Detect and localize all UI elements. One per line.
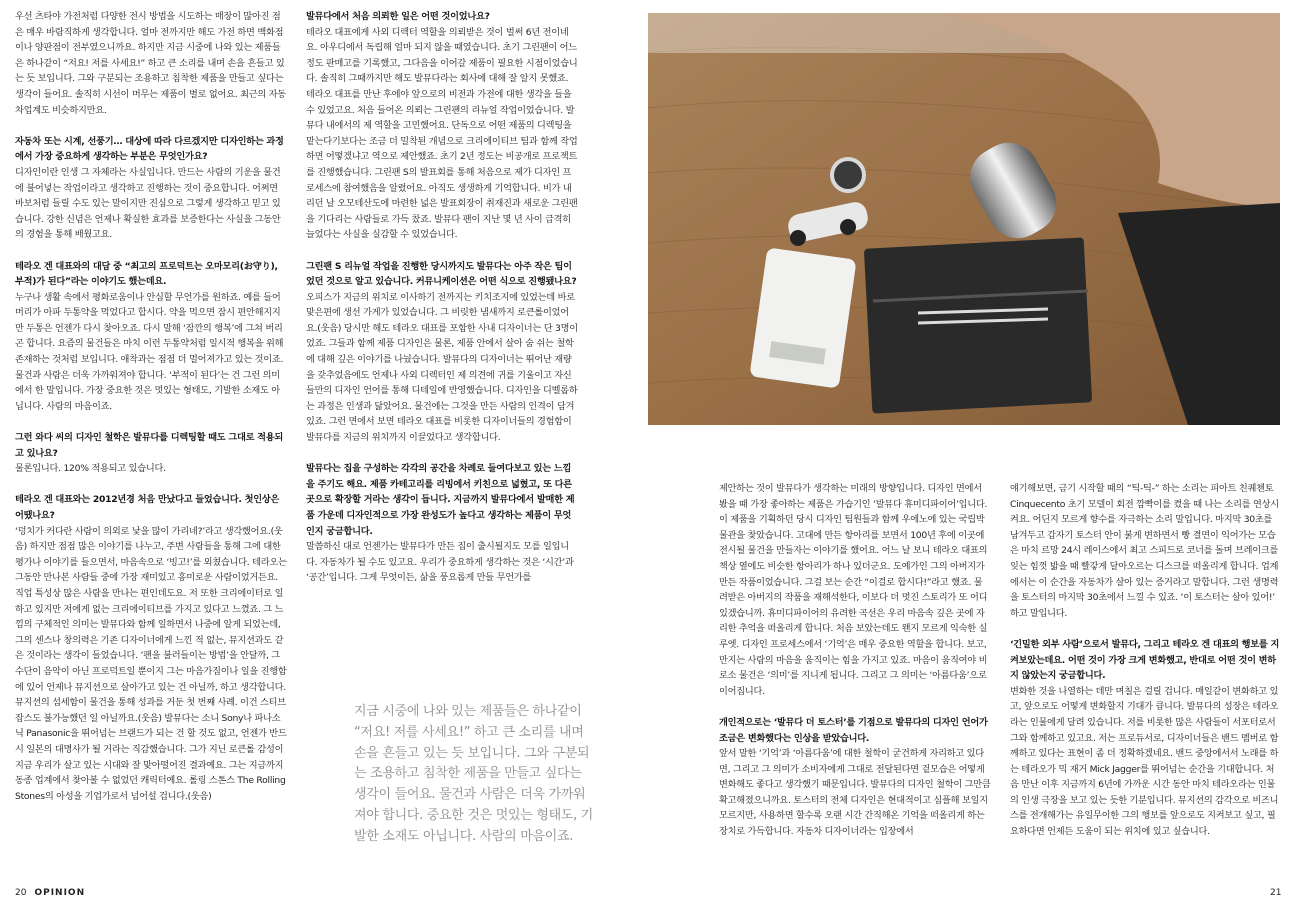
question-text: 그런 와다 씨의 디자인 철학은 발뮤다를 디렉팅할 때도 그대로 적용되고 있나요? <box>15 432 284 459</box>
question-text: 자동차 또는 시계, 선풍기… 대상에 따라 다르겠지만 디자인하는 과정에서 가장 중요하게 생각하는 부분은 무엇인가요? <box>15 135 284 163</box>
page-number-left: 20 <box>15 888 27 898</box>
qa-block <box>719 481 991 699</box>
folio-right <box>1270 888 1281 898</box>
qa-block <box>15 134 287 243</box>
answer-text: 변화한 것을 나열하는 데만 며칠은 걸릴 겁니다. 매일같이 변화하고 있고, 앞으로도 어떻게 변화할지 기대가 큽니다. 발뮤다의 성장은 테라오라는 인물에게 달려 있습니다. 저를 비롯한 많은 사람들이 서포터로서 그와 함께하고 있고요. 저는 프로듀서로, 디자이너들은 밴드 멤버로 함께하고 있다는 표현이 좀 더 정확하겠네요. 밴드 중앙에서서 노래를 하는 테라오가 믹 재거 Mick Jagger를 뛰어넘는 순간을 기대합니다. 처음 만난 이후 지금까지 6년에 가까운 시간 동안 마치 테라오라는 인물의 인생 극장을 보고 있는 듯한 기분입니다. 뮤지션의 감각으로 비즈니스를 전개해가는 유일무이한 그의 행보를 앞으로도 지켜보고 싶고, 필요하다면 언제든 도움이 되는 위치에 있고 싶습니다. <box>1010 685 1279 838</box>
text-column-3 <box>719 481 991 855</box>
pull-quote: 지금 시중에 나와 있는 제품들은 하나같이 “저요! 저를 사세요!” 하고 큰 소리를 내며 손을 흔들고 있는 듯 보입니다. 그와 구분되는 조용하고 침착한 제품을 만들고 싶다는 생각이 들어요. 물건과 사람은 더욱 가까워져야 합니다. 중요한 것은 멋있는 형태도, 기발한 소재도 아닙니다. 사람의 마음이죠. <box>354 704 594 844</box>
question-text: ‘긴밀한 외부 사람’으로서 발뮤다, 그리고 테라오 겐 대표의 행보를 지켜보았는데요. 어떤 것이 가장 크게 변화했고, 반대로 어떤 것이 변하지 않았는지 궁금합니다. <box>1010 638 1280 682</box>
answer-text: 물론입니다. 120% 적용되고 있습니다. <box>15 463 166 475</box>
question-text: 테라오 겐 대표와의 대담 중 “최고의 프로덕트는 오마모리(お守り), 부적)가 된다”라는 이야기도 했는데요. <box>15 260 278 288</box>
answer-text: 오피스가 지금의 위치로 이사하기 전까지는 키치조지에 있었는데 바로 맞은편에 생선 가게가 있었습니다. 그 비릿한 냄새까지 로큰롤이었어요.(웃음) 당시만 해도 테라오 대표를 포함한 사내 디자이너는 단 3명이었죠. 그들과 함께 제품 디자인은 물론, 제품 안에서 살아 숨 쉬는 철학에 대해 깊은 이야기를 나눴습니다. 발뮤다의 디자이너는 뛰어난 재량을 갖추었음에도 언제나 사외 디렉터인 제 의견에 귀를 기울이고 자신들만의 디자인 언어를 통해 디테일에 반영했습니다. 디자인을 디벨롭하는 과정은 인생과 닮았어요. 물건에는 그것을 만든 사람의 인격이 담겨 있죠. 그런 면에서 보면 테라오 대표를 비롯한 디자이너들의 경험함이 발뮤다를 지금의 위치까지 이끌었다고 생각합니다. <box>306 291 578 444</box>
answer-text: 얘기해보면, 금기 시작할 때의 “틱-틱-” 하는 소리는 피아트 친퀘첸토 Cinquecento 초기 모델이 회전 깜빡이를 켰을 때 나는 소리를 연상시켜요. 어딘지 모르게 향수를 자극하는 소리 말입니다. 마지막 30초를 남겨두고 갑자기 토스터 안이 붉게 변하면서 빵 결면이 익어가는 모습은 마치 르망 24시 레이스에서 최고 스피드로 코너를 돌며 브레이크를 잊는 힘껏 밟을 때 빨갛게 달아오르는 디스크를 떠올리게 합니다. 업계에서는 이 순간을 자동차가 살아 있는 증거라고 말합니다. 그런 생명력을 토스터의 마지막 30초에서 느낄 수 있죠. ‘이 토스터는 살아 있어!’ 하고 말입니다. <box>1010 483 1279 619</box>
answer-text: 말씀하신 대로 언젠가는 발뮤다가 만든 집이 출시될지도 모를 일입니다. 자동차가 될 수도 있고요. 우리가 중요하게 생각하는 것은 ‘시간’과 ‘공간’입니다. 그게 무엇이든, 삶을 풍요롭게 만들 무언가를 <box>306 541 574 584</box>
qa-block <box>1010 481 1282 621</box>
question-text: 개인적으로는 ‘발뮤다 더 토스터’를 기점으로 발뮤다의 디자인 언어가 조금은 변화했다는 인상을 받았습니다. <box>719 716 988 744</box>
answer-text: 테라오 대표에게 사외 디렉터 역할을 의뢰받은 것이 벌써 6년 전이네요. 아우디에서 독립해 얼마 되지 않을 때였습니다. 초기 그린팬이 어느 정도 판매고를 기록했고, 그다음을 이어갈 제품이 필요한 시점이었습니다. 솔직히 그때까지만 해도 발뮤다라는 회사에 대해 잘 알지 못했죠. 테라오 대표를 만난 후에야 앞으로의 비전과 가전에 대한 생각을 들을 수 있었고요. 처음 들어온 의뢰는 그린팬의 리뉴얼 작업이었습니다. 발뮤다 내에서의 제 역할을 고민했어요. 단독으로 어떤 제품의 디렉팅을 맡는다기보다는 조금 더 밀착된 개념으로 크리에이티브 팀과 함께 작업하면 어떻겠냐고 역으로 제안했죠. 초기 2년 정도는 비공개로 프로젝트를 진행했습니다. 그린팬 S의 발표회를 통해 처음으로 제가 디자인 프로세스에 참여했음을 알렸어요. 아직도 생생하게 기억합니다. 비가 내리던 날 오모테산도에 마련한 넓은 발표회장이 취재진과 새로운 그린팬을 기다리는 사람들로 가득 찼죠. 발뮤다 팬이 지난 몇 년 사이 급격히 늘었다는 사실을 실감할 수 있었습니다. <box>306 26 578 241</box>
qa-block <box>306 259 578 446</box>
qa-block <box>719 715 991 840</box>
section-label: OPINION <box>34 888 86 898</box>
qa-block <box>15 9 287 118</box>
text-column-2 <box>306 9 578 602</box>
qa-block <box>15 259 287 415</box>
qa-block <box>306 9 578 243</box>
question-text: 발뮤다는 집을 구성하는 각각의 공간을 차례로 들여다보고 있는 느낌을 주기도 해요. 제품 카테고리를 리빙에서 키친으로 넓혔고, 또 다른 곳으로 확장할 거라는 생각이 듭니다. 지금까지 발뮤다에서 발매한 제품 가운데 디자인적으로 가장 완성도가 높다고 생각하는 제품이 무엇인지 궁금합니다. <box>306 463 575 537</box>
text-column-4 <box>1010 481 1282 855</box>
answer-text: ‘덩치가 커다란 사람이 의외로 낯을 많이 가리네?’라고 생각했어요.(웃음) 하지만 점점 많은 이야기를 나누고, 주변 사람들을 통해 그에 대한 평가나 이야기를 들으면서, 마음속으로 ‘빙고!’를 외쳤습니다. 테라오는 그동안 만나본 사람들 중에 가장 재미있고 흥미로운 사람이었거든요. 직업 특성상 많은 사람을 만나는 편인데도요. 저 또한 크리에이터로 일하고 있지만 저에게 없는 크리에이티브를 가지고 있다고 느꼈죠. 그 느낌의 구체적인 의미는 발뮤다와 함께 일하면서 나중에 알게 되었는데, 그의 센스나 창의력은 기존 디자이너에게 느낀 적 없는, 뮤지션과도 같은 것이라는 생각이 들었습니다. ‘팬을 불러들이는 방법’을 안달까, 그 수단이 음악이 아닌 프로덕트일 뿐이지 그는 마음가짐이나 일을 진행함에 있어 언제나 뮤지션으로 살아가고 있는 건 아닐까, 하고 생각합니다. 뮤지션의 섬세함이 물건을 통해 성과를 거둔 첫 번째 사례. 이건 스티브 잡스도 불가능했던 일 아닐까요.(웃음) 발뮤다는 소니 Sony나 파나소닉 Panasonic을 뛰어넘는 브랜드가 되는 건 할 것도 없고, 언젠가 반드시 일본의 대명사가 될 거라는 직감했습니다. 그가 지닌 로큰롤 감성이 지금 우리가 살고 있는 시대와 잘 맞아떨어진 결과예요. 그는 지금까지 동종 업계에서 찾아볼 수 없었던 캐릭터예요. 롤링 스톤스 The Rolling Stones의 아성을 기업가로서 넘어설 겁니다.(웃음) <box>15 525 287 802</box>
answer-text: 앞서 말한 ‘기억’과 ‘아름다움’에 대한 철학이 굳건하게 자리하고 있다면, 그리고 그 의미가 소비자에게 그대로 전달된다면 겉모습은 어떻게 변화해도 좋다고 생각했기 때문입니다. 발뮤다의 디자인 철학이 그만큼 확고해졌으니까요. 토스터의 전체 디자인은 현대적이고 심플해 보일지 모르지만, 사용하면 할수록 오랜 시간 간직해온 기억을 떠올리게 하는 장치로 가득합니다. 자동차 디자이너라는 입장에서 <box>719 748 991 838</box>
answer-text: 디자인이란 인생 그 자체라는 사실입니다. 만드는 사람의 기운을 물건에 불어넣는 작업이라고 생각하고 진행하는 것이 중요합니다. 어쩌면 바보처럼 들릴 수도 있는 말이지만 진심으로 그렇게 생각하고 믿고 있습니다. 강한 신념은 언제나 확실한 효과를 보증한다는 사실을 그동안의 경험을 통해 배웠고요. <box>15 166 281 241</box>
question-text: 그린팬 S 리뉴얼 작업을 진행한 당시까지도 발뮤다는 아주 작은 팀이었던 것으로 알고 있습니다. 커뮤니케이션은 어떤 식으로 진행됐나요? <box>306 260 577 288</box>
answer-text: 제안하는 것이 발뮤다가 생각하는 미래의 방향입니다. 디자인 면에서 봤을 때 가장 좋아하는 제품은 가습기인 ‘발뮤다 휴미디파이어’입니다. 이 제품을 기획하던 당시 디자인 팀원들과 함께 우에노에 있는 국립박물관을 찾았습니다. 고대에 만든 항아리를 보면서 100년 후에 이곳에 전시될 물건을 만들자는 이야기를 했어요. 어느 날 보니 테라오 대표의 책상 옆에도 비슷한 항아리가 하나 있더군요. 도예가인 그의 아버지가 만든 작품이었습니다. 그걸 보는 순간 “이걸로 합시다!”라고 했죠. 물려받은 아버지의 작품을 재해석한다, 이보다 더 멋진 스토리가 또 어디 있겠습니까. 휴미디파이어의 유려한 곡선은 우리 마음속 깊은 곳에 자리한 추억을 떠올리게 합니다. 처음 보았는데도 왠지 모르게 익숙한 실루엣. 디자인 프로세스에서 ‘기억’은 매우 중요한 역할을 합니다. 보고, 만지는 사람의 마음을 움직이는 힘을 가지고 있죠. 마음이 움직여야 비로소 물건은 ‘의미’를 지니게 됩니다. 그리고 그 의미는 ‘아름다움’으로 이어집니다. <box>719 483 988 697</box>
question-text: 발뮤다에서 처음 의뢰한 일은 어떤 것이었나요? <box>306 11 490 22</box>
qa-block <box>15 430 287 477</box>
qa-block <box>1010 637 1282 840</box>
photo-desk-objects <box>648 13 1280 425</box>
question-text: 테라오 겐 대표와는 2012년경 처음 만났다고 들었습니다. 첫인상은 어땠나요? <box>15 494 280 521</box>
qa-block <box>306 461 578 586</box>
qa-block <box>15 492 287 804</box>
page-number-right: 21 <box>1270 888 1282 898</box>
answer-text: 우선 츠타야 가전처럼 다양한 전시 방법을 시도하는 매장이 많아진 점은 매우 바람직하게 생각합니다. 얼마 전까지만 해도 가전 하면 백화점이나 양판점이 전부였으니까요. 하지만 지금 시중에 나와 있는 제품들은 하나같이 “저요! 저를 사세요!” 하고 큰 소리를 내며 손을 흔들고 있는 듯 보입니다. 그와 구분되는 조용하고 침착한 제품을 만들고 싶다는 생각이 들어요. 솔직히 시선이 머무는 제품이 별로 없어요. 최근의 자동차업계도 비슷하지만요. <box>15 11 286 116</box>
folio-left <box>15 888 85 898</box>
text-column-1 <box>15 9 287 820</box>
photo-illustration <box>648 13 1280 425</box>
answer-text: 누구나 생활 속에서 평화로움이나 안심할 무언가를 원하죠. 예를 들어 머리가 아파 두통약을 먹었다고 합시다. 약을 먹으면 잠시 편안해지지만 두통은 언젠가 다시 찾아오죠. 다시 말해 ‘잠깐의 행복’에 그쳐 버리곤 합니다. 요즘의 물건들은 마치 이런 두통약처럼 일시적 행복을 위해 존재하는 것처럼 보입니다. 애착과는 점점 더 멀어져가고 있는 것이죠. 물건과 사람은 더욱 가까워져야 합니다. ‘부적이 된다’는 건 그런 의미에서 한 말입니다. 가장 중요한 것은 멋있는 형태도, 기발한 소재도 아닙니다. 사람의 마음이죠. <box>15 291 284 412</box>
